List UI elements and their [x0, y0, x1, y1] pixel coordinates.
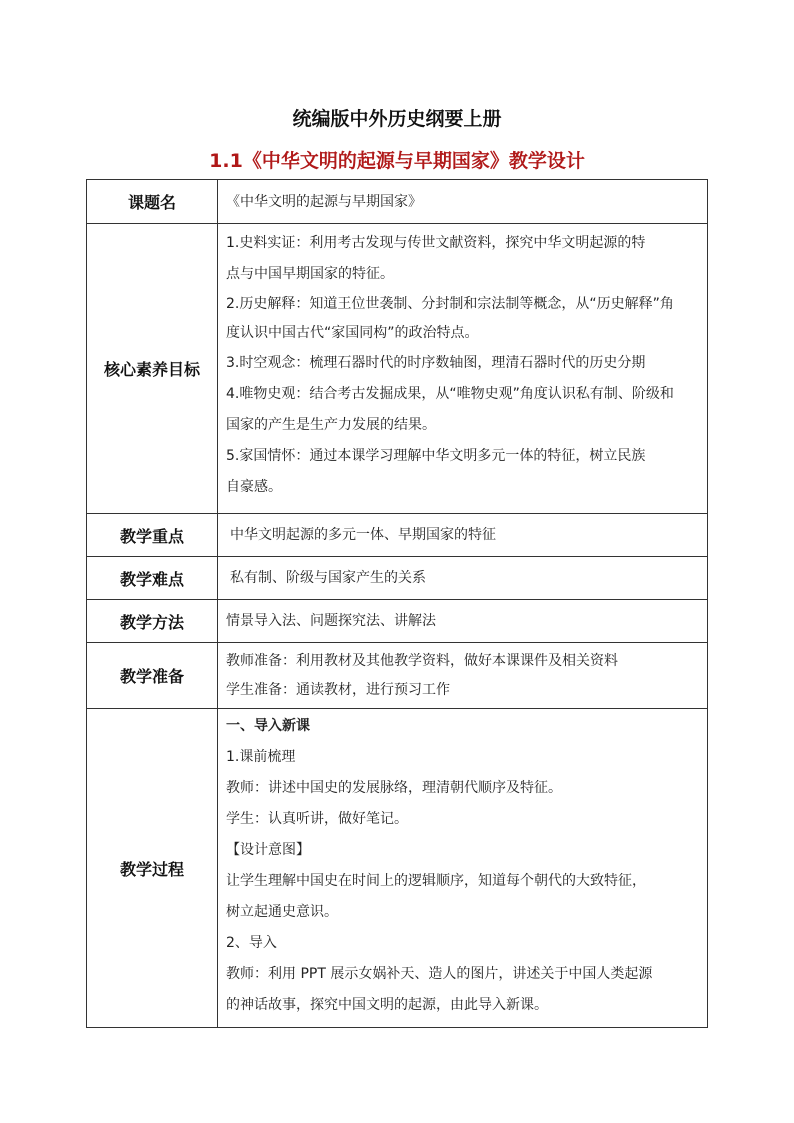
core-goal-line: 点与中国早期国家的特征。 — [226, 266, 394, 282]
label-methods: 教学方法 — [87, 600, 218, 643]
process-line: 学生：认真听讲，做好笔记。 — [226, 811, 408, 827]
label-preparation: 教学准备 — [87, 643, 218, 709]
process-line: 的神话故事，探究中国文明的起源，由此导入新课。 — [226, 997, 548, 1013]
row-key-points — [87, 514, 708, 557]
row-difficulties — [87, 557, 708, 600]
process-line: 教师：讲述中国史的发展脉络，理清朝代顺序及特征。 — [226, 780, 562, 796]
core-goal-line: 度认识中国古代“家国同构”的政治特点。 — [226, 325, 479, 341]
process-line: 教师：利用 PPT 展示女娲补天、造人的图片，讲述关于中国人类起源 — [226, 966, 653, 982]
lesson-plan-table — [86, 179, 708, 1028]
value-key-points — [218, 514, 708, 557]
process-line: 树立起通史意识。 — [226, 904, 338, 920]
row-core-goals — [87, 224, 708, 514]
preparation-list — [218, 647, 707, 705]
label-core-goals: 核心素养目标 — [87, 224, 218, 514]
core-goals-list — [218, 224, 707, 503]
label-topic: 课题名 — [87, 180, 218, 224]
document-subtitle: 1.1《中华文明的起源与早期国家》教学设计 — [209, 150, 585, 172]
label-process: 教学过程 — [87, 709, 218, 1028]
label-difficulties: 教学难点 — [87, 557, 218, 600]
value-topic — [218, 180, 708, 224]
core-goal-line: 2.历史解释：知道王位世袭制、分封制和宗法制等概念，从“历史解释”角 — [226, 296, 674, 312]
row-methods — [87, 600, 708, 643]
process-line: 【设计意图】 — [226, 842, 310, 858]
label-key-points: 教学重点 — [87, 514, 218, 557]
core-goal-line: 4.唯物史观：结合考古发掘成果，从“唯物史观”角度认识私有制、阶级和 — [226, 386, 674, 402]
teacher-preparation: 教师准备：利用教材及其他教学资料，做好本课课件及相关资料 — [226, 652, 618, 669]
core-goal-line: 自豪感。 — [226, 479, 282, 495]
row-topic — [87, 180, 708, 224]
value-core-goals — [218, 224, 708, 514]
difficulties-text: 私有制、阶级与国家产生的关系 — [230, 570, 426, 586]
process-line: 一、导入新课 — [226, 718, 310, 734]
row-preparation — [87, 643, 708, 709]
process-line: 1.课前梳理 — [226, 749, 296, 765]
process-line: 2、导入 — [226, 935, 277, 951]
core-goal-line: 3.时空观念：梳理石器时代的时序数轴图，理清石器时代的历史分期 — [226, 355, 646, 371]
key-points-text: 中华文明起源的多元一体、早期国家的特征 — [230, 527, 496, 543]
process-list — [218, 709, 707, 1027]
student-preparation: 学生准备：通读教材，进行预习工作 — [226, 681, 450, 698]
document-title: 统编版中外历史纲要上册 — [292, 108, 502, 130]
core-goal-line: 1.史料实证：利用考古发现与传世文献资料，探究中华文明起源的特 — [226, 235, 646, 251]
topic-text: 《中华文明的起源与早期国家》 — [226, 193, 422, 210]
core-goal-line: 国家的产生是生产力发展的结果。 — [226, 417, 436, 433]
methods-text: 情景导入法、问题探究法、讲解法 — [226, 613, 436, 629]
process-line: 让学生理解中国史在时间上的逻辑顺序，知道每个朝代的大致特征， — [226, 873, 646, 889]
core-goal-line: 5.家国情怀：通过本课学习理解中华文明多元一体的特征，树立民族 — [226, 448, 646, 464]
value-difficulties — [218, 557, 708, 600]
value-process — [218, 709, 708, 1028]
row-process — [87, 709, 708, 1028]
value-methods — [218, 600, 708, 643]
value-preparation — [218, 643, 708, 709]
